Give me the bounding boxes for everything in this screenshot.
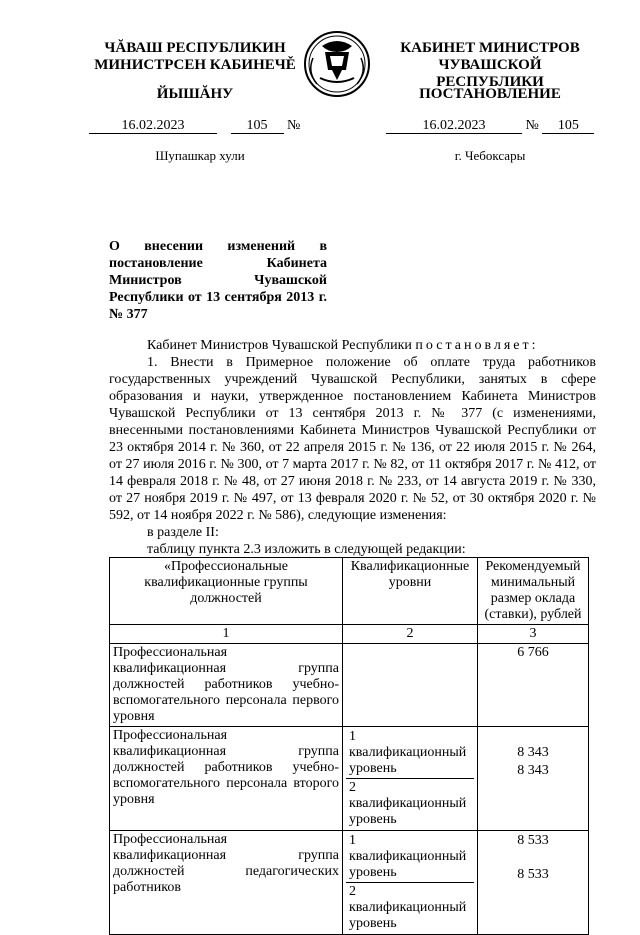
- level-item: 2 квалификационный уровень: [346, 882, 474, 933]
- city-left: Шупашкар хули: [155, 148, 245, 163]
- number-sign-left: №: [287, 118, 301, 133]
- document-body: [109, 337, 596, 558]
- col-number-3: 3: [478, 625, 589, 644]
- header-right-line1: КАБИНЕТ МИНИСТРОВ: [400, 40, 580, 56]
- salary-cell: [478, 831, 589, 935]
- table-row: [110, 831, 589, 935]
- coat-of-arms-emblem: [300, 28, 374, 108]
- date-right: 16.02.2023: [386, 118, 522, 134]
- document-subject: О внесении изменений в постановление Кабинета Министров Чувашской Республики от 13 сентября 2013 г. № 377: [109, 239, 327, 322]
- header-right-line2: ЧУВАШСКОЙ РЕСПУБЛИКИ: [436, 57, 544, 90]
- salary-cell: [478, 727, 589, 831]
- salary-cell: 6 766: [478, 644, 589, 727]
- level-item: 1 квалификационный уровень: [349, 729, 467, 776]
- col-number-2: 2: [343, 625, 478, 644]
- section-paragraph: в разделе II:: [147, 525, 219, 540]
- group-cell: Профессиональная квалификационная группа должностей работников учебно-вспомогательного персонала первого уровня: [110, 644, 343, 727]
- date-left: 16.02.2023: [89, 118, 217, 134]
- header-cell-groups: «Профессиональные квалификационные группы должностей: [110, 558, 343, 625]
- levels-cell: [343, 644, 478, 727]
- group-cell: Профессиональная квалификационная группа должностей работников учебно-вспомогательного персонала второго уровня: [110, 727, 343, 831]
- salary-table: [109, 557, 589, 935]
- number-right: 105: [542, 118, 594, 134]
- intro-verb: постановляет:: [415, 338, 539, 353]
- levels-cell: [343, 727, 478, 831]
- level-item: 1 квалификационный уровень: [349, 833, 467, 880]
- levels-cell: [343, 831, 478, 935]
- level-item: 2 квалификационный уровень: [346, 778, 474, 829]
- header-cell-levels: Квалификационные уровни: [343, 558, 478, 625]
- item-1-paragraph: 1. Внести в Примерное положение об оплате труда работников государственных учреждений Чувашской Республики, занятых в сфере образования и науки, утвержденное постановлением Кабинета Министров Чувашской Республики от 13 сентября 2013 г. № 377 (с изменениями, внесенными постановлениями Кабинета Министров Чувашской Республики от 23 октября 2014 г. № 360, от 22 апреля 2015 г. № 136, от 22 июля 2015 г. № 264, от 27 июля 2016 г. № 300, от 7 марта 2017 г. № 82, от 11 октября 2017 г. № 412, от 14 февраля 2018 г. № 48, от 27 июня 2018 г. № 233, от 14 августа 2019 г. № 330, от 27 ноября 2019 г. № 497, от 13 февраля 2020 г. № 52, от 30 октября 2020 г. № 592, от 14 ноября 2022 г. № 586), следующие изменения:: [109, 355, 596, 523]
- header-right: [385, 40, 595, 91]
- table-row: [110, 727, 589, 831]
- header-left-line2: МИНИСТРСЕН КАБИНЕЧĚ: [94, 57, 296, 73]
- table-header-row: [110, 558, 589, 625]
- intro-text: Кабинет Министров Чувашской Республики: [147, 338, 412, 353]
- salary-value: 8 533: [517, 833, 549, 848]
- number-sign-right: №: [525, 118, 539, 133]
- table-row: [110, 644, 589, 727]
- salary-value: 8 343: [517, 763, 549, 778]
- city-right: г. Чебоксары: [454, 148, 526, 163]
- date-line-left: [89, 118, 300, 134]
- intro-paragraph: [109, 337, 596, 354]
- date-line-right: [386, 118, 594, 134]
- doc-type-left: ЙЫШĂНУ: [156, 86, 234, 102]
- header-left-line1: ЧĂВАШ РЕСПУБЛИКИН: [104, 40, 286, 56]
- table-number-row: [110, 625, 589, 644]
- salary-value: 8 533: [517, 867, 549, 882]
- doc-type-right: ПОСТАНОВЛЕНИЕ: [419, 86, 561, 102]
- number-left: 105: [231, 118, 284, 134]
- table-intro-paragraph: таблицу пункта 2.3 изложить в следующей редакции:: [147, 542, 466, 557]
- group-cell: Профессиональная квалификационная группа должностей педагогических работников: [110, 831, 343, 935]
- header-left: [80, 40, 310, 74]
- col-number-1: 1: [110, 625, 343, 644]
- salary-value: 8 343: [517, 745, 549, 760]
- header-cell-salary: Рекомендуемый минимальный размер оклада (ставки), рублей: [478, 558, 589, 625]
